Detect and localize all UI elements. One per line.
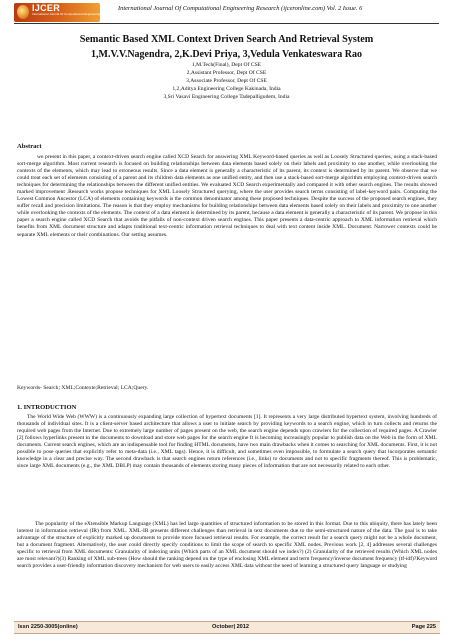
affiliation-line: 1,M.Tech(Final), Dept Of CSE: [191, 62, 262, 68]
footer-issn: Issn 2250-3005(online): [18, 624, 78, 630]
footer-page-number: Page 225: [411, 624, 436, 630]
keywords-line: Keywords- Search; XML;Contexte;Retrieval; LCA;Query.: [17, 385, 149, 391]
affiliation-line: 1,2,Aditya Engineering College Kakinada, India: [172, 86, 281, 92]
paper-title: Semantic Based XML Context Driven Search And Retrieval System: [79, 34, 374, 45]
journal-title: International Journal Of Computational Engineering Research (ijceronline.com) Vol. 2 Issue. 6: [118, 5, 363, 12]
abstract-heading: Abstract: [17, 143, 42, 150]
logo-subtitle: International Journal Of Computational Engineering Research: [32, 12, 114, 16]
intro-paragraph-2: The popularity of the eXtensible Markup Language (XML) has led large quantities of structured information to be stored in this format. Due to this ubiquity, there has lately been interest in information retrieval (IR) from XML. XML-IR presents different challenges than retrieval in text documents due to the semi-structured nature of the data. The goal is to take advantage of the structure of explicitly marked up documents to provide more focused retrieval results. For example, the correct result for a search query might not be a whole document, but a document fragment. Alternatively, the user could directly specify conditions to limit the scope of search to specific XML nodes. Previous work [2, 4] addresses several challenges specific to retrieval from XML documents: Granularity of indexing units (Which parts of an XML document should we index?) (2) Granularity of the retrieved results (Which XML nodes are most relevant?)(3) Ranking of XML sub-trees (How should the ranking depend on the type of enclosing XML element and term frequency/inverse document frequency (tf-idf)?Keyword search provides a user-friendly information discovery mechanism for web users to easily access XML data without the need of learning a structured query language or studying: [17, 521, 437, 570]
abstract-text: we present in this paper, a context-driven search engine called XCD Search for answering XML Keyword-based queries as well as Loosely Structured queries, using a stack-based sort-merge algorithm. Most current research is focused on building relationships between data elements based solely on their labels and proximity to one another, while overlooking the contexts of the elements, which may lead to erroneous results. Since a data element is generally a characteristic of its parent, its context is determined by its parent. We observe that we could treat each set of elements consisting of a parent and its children data elements as one unified entity, and then use a stack-based sort-merge algorithm employing context-driven search techniques for determining the relationships between the different unified entities. We evaluated XCD Search experimentally and compared it with other search engines. The results showed marked improvement .Research works propose techniques for XML Loosely Structured querying, where the user provides search terms consisting of label-keyword pairs. Computing the Lowest Common Ancestor (LCA) of elements containing keywords is the common denominator among these proposed techniques. Despite the success of the proposed search engines, they suffer recall and precision limitations. The reason is that they employ mechanisms for building relationships between data elements based solely on their labels and proximity to one another while overlooking the contexts of the elements. The context of a data element is determined by its parent, because a data element is generally a characteristic of its parent. We propose in this paper a search engine called XCD Search that avoids the pitfalls of non-context driven search engines. This paper presents a data-centric approach to XML information retrieval which benefits from XML document structure and adapts traditional text-centric information retrieval techniques to deal with text content inside XML. Document. Narrower contexts could be separate XML elements or their combinations. Our setting assumes.: [17, 154, 437, 238]
page-footer: [14, 621, 440, 634]
intro-paragraph-1: The World Wide Web (WWW) is a continuously expanding large collection of hypertext documents [1]. It represents a very large distributed hypertext system, involving hundreds of thousands of individual sites. It is a client-server based architecture that allows a user to initiate search by providing keywords to a search engine, which in turn collects and returns the required web pages from the Internet. Due to extremely large number of pages present on the web, the search engine depends upon crawlers for the collection of required pages. A Crawler [2] follows hyperlinks present in the documents to download and store web pages for the search engine It is becoming increasingly popular to publish data on the Web in the form of XML documents. Current search engines, which are an indispensable tool for finding HTML documents, have two main drawbacks when it comes to searching for XML documents. First, it is not possible to pose queries that explicitly refer to meta-data (i.e., XML tags). Hence, it is difficult, and sometimes even impossible, to formulate a search query that incorporates semantic knowledge in a clear and precise way. The second drawback is that search engines return references (i.e., links) to documents and not to specific fragments thereof. This is problematic, since large XML documents (e.g., the XML DBLP) may contain thousands of elements storing many pieces of information that are not necessarily related to each other.: [17, 414, 437, 470]
paper-authors: 1,M.V.V.Nagendra, 2,K.Devi Priya, 3,Vedula Venkateswara Rao: [91, 49, 362, 60]
journal-logo: [14, 3, 114, 22]
introduction-heading: 1. INTRODUCTION: [17, 404, 77, 411]
header-divider: [14, 23, 439, 24]
footer-date: October| 2012: [212, 624, 250, 630]
journal-header: [0, 0, 453, 24]
affiliation-line: 3,Sri Vasavi Engineering College Tadepalligudem, India: [163, 94, 290, 100]
affiliation-line: 2,Assistant Professor, Dept Of CSE: [186, 70, 267, 76]
affiliation-line: 3,Associate Professor, Dept Of CSE: [186, 78, 267, 84]
logo-text: IJCER: [32, 3, 61, 13]
logo-emblem-icon: [17, 5, 29, 19]
